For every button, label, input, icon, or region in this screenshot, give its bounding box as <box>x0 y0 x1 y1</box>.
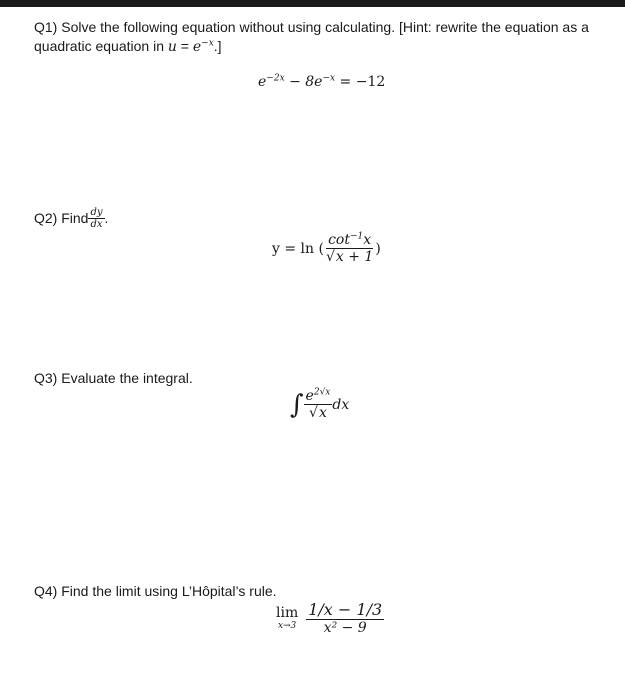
question-2: Q2) Find $\frac{dy}{dx}$ . <box>34 207 109 230</box>
question-4 <box>34 582 277 601</box>
q2-equation: y = ln ( $\frac{\cot^{-1}x}{√x + 1}$ ) <box>272 231 381 265</box>
q4-limit: lim x→3 $\frac{1/x - 1/3}{\text{x² − 9}}$ <box>276 600 383 636</box>
top-bar <box>0 0 625 7</box>
q4-text: Q4) Find the limit using L’Hôpital’s rule. <box>34 583 277 599</box>
q3-integral: ∫ $\frac{e^{2√x}}{√x}$ dx <box>290 387 350 421</box>
q1-equation: $e^{-2x} - 8e^{-x} = -12$ <box>258 73 386 90</box>
question-3 <box>34 369 193 388</box>
q2-dy-dx: $\frac{dy}{dx}$ <box>90 207 103 230</box>
q3-text: Q3) Evaluate the integral. <box>34 370 193 386</box>
q1-text-line2: quadratic equation in $u = e^{-x}$.] <box>34 38 222 55</box>
q2-text: Q2) Find <box>34 210 89 226</box>
integral-sign: ∫ <box>290 389 304 420</box>
question-1 <box>34 18 589 57</box>
q1-hint-var: u <box>167 39 177 55</box>
q1-text: Q1) Solve the following equation without using calculating. [Hint: rewrite the equation as a <box>34 19 589 35</box>
